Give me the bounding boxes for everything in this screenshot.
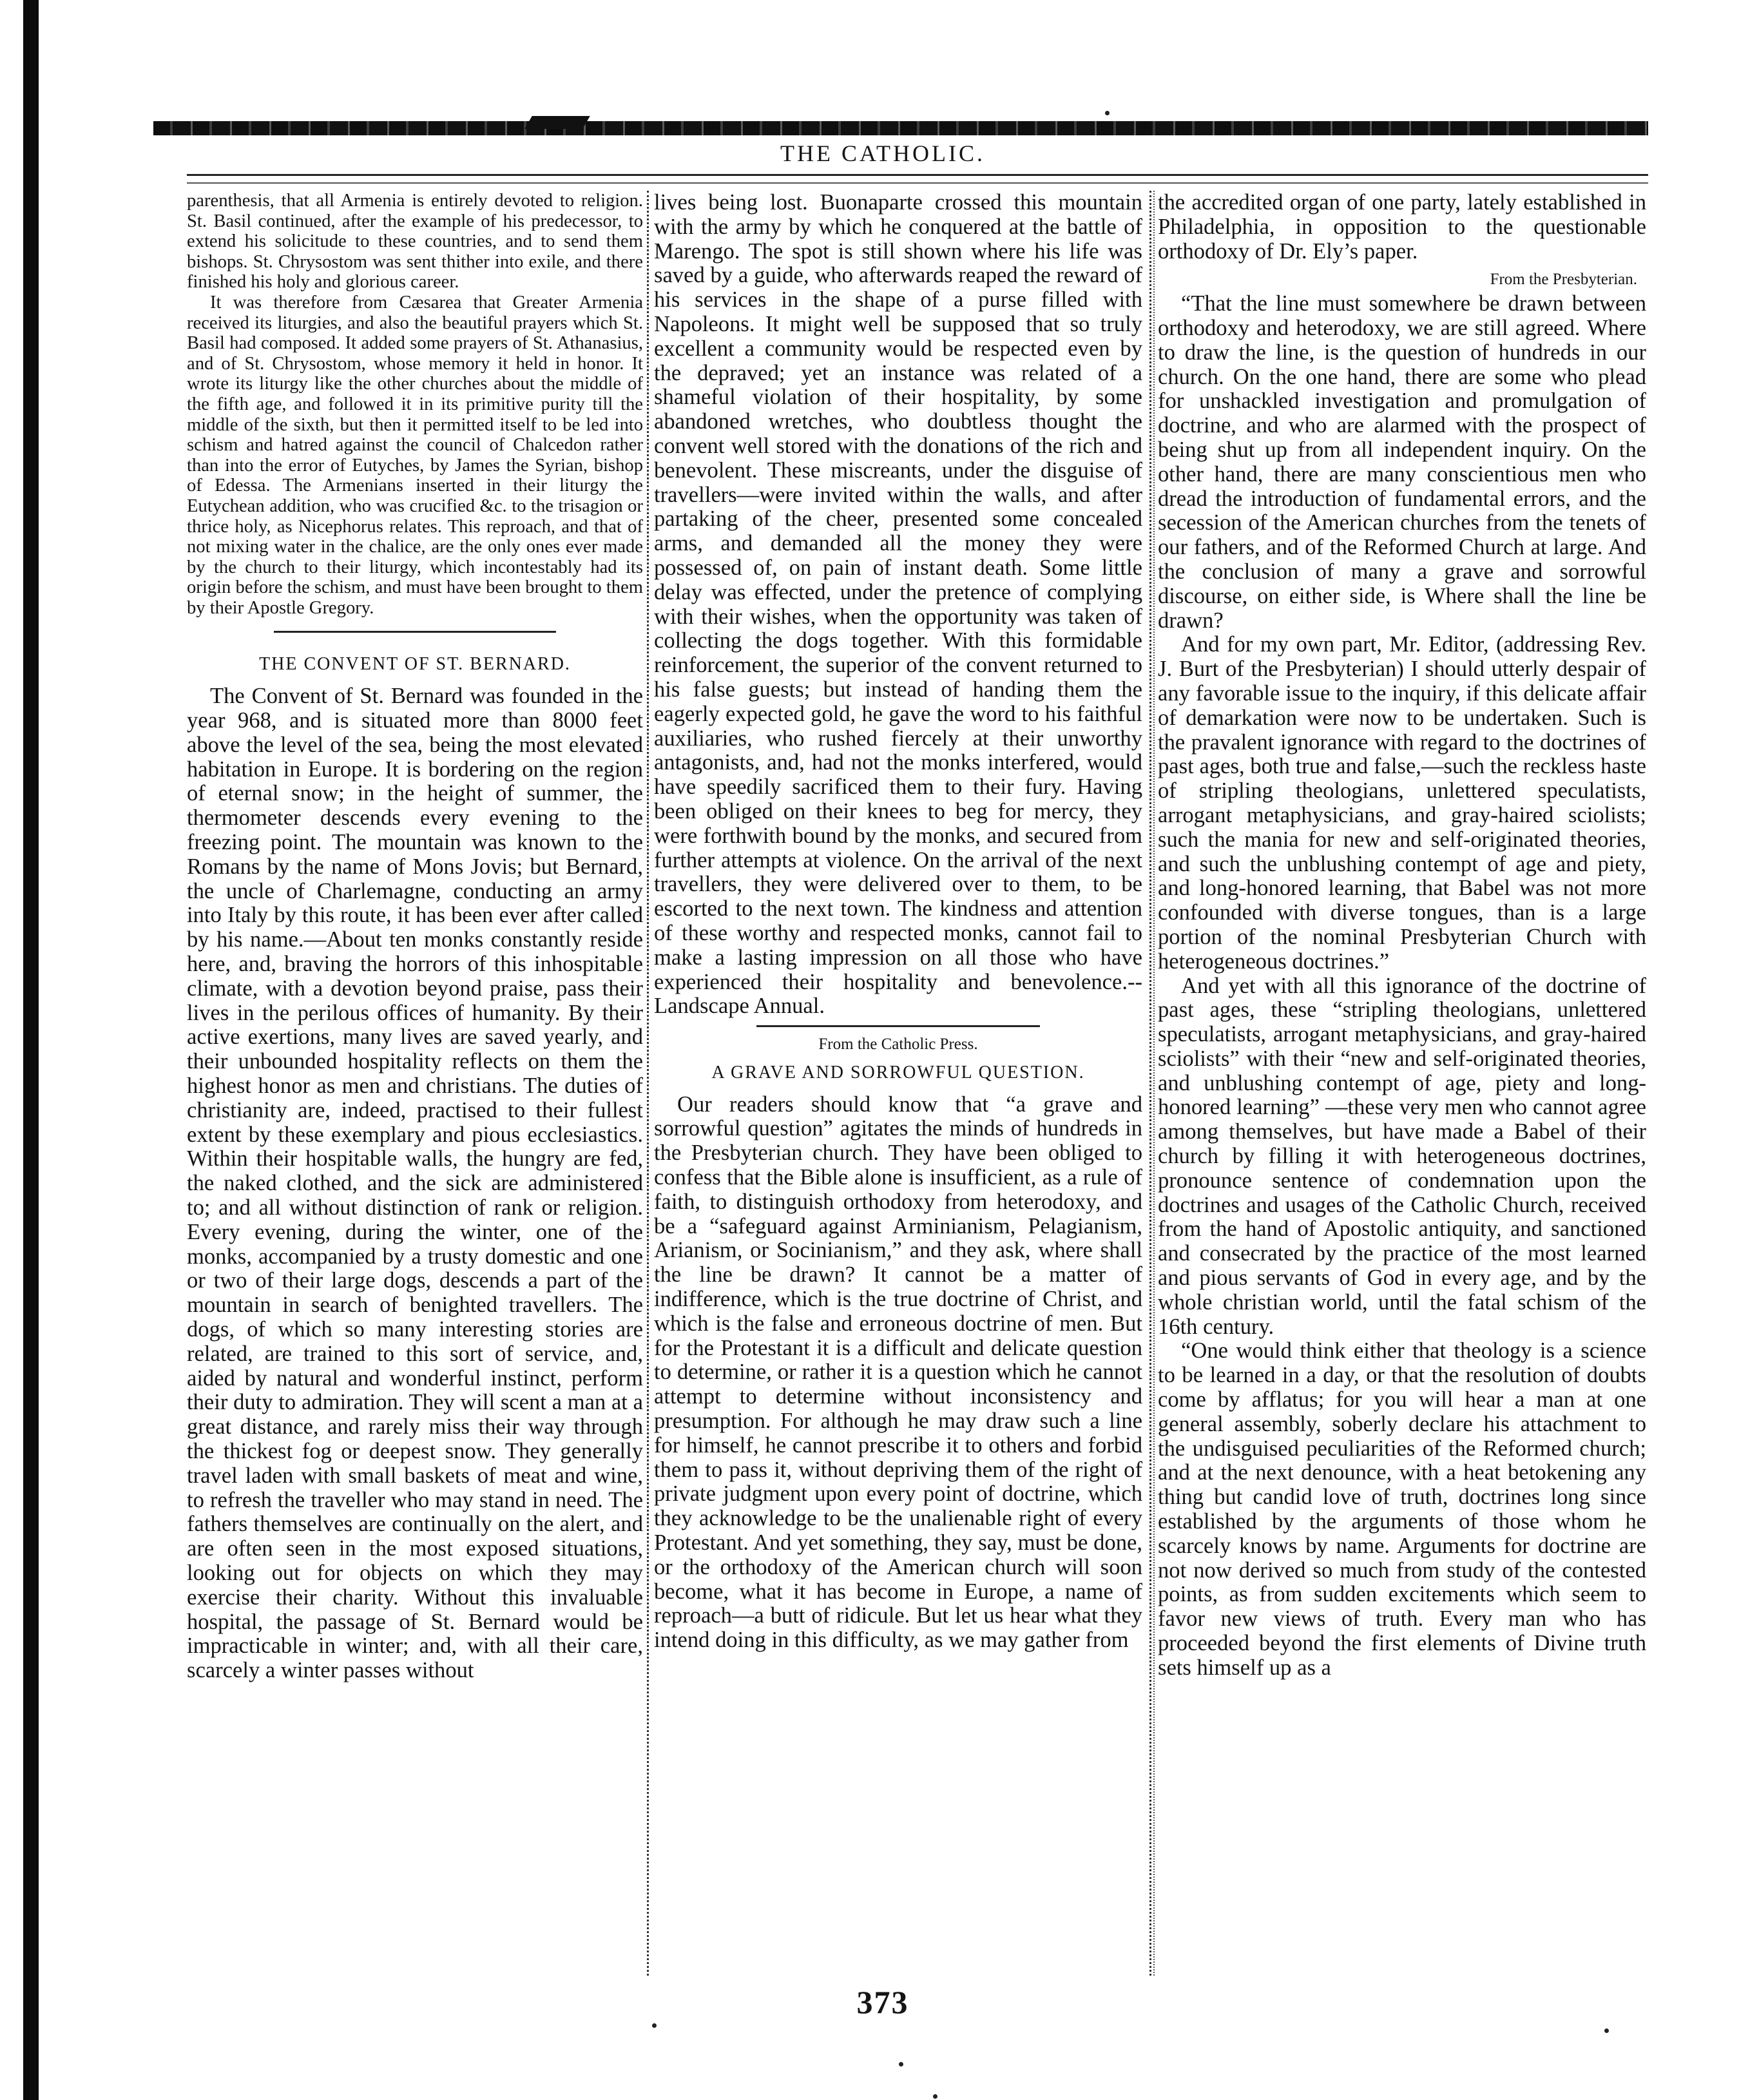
print-speck xyxy=(652,2023,657,2028)
header-double-rule xyxy=(187,174,1648,184)
paragraph: “One would think either that theology is a science to be learned in a day, or that the resolution of doubts come by afflatus; for you will hear a man at one general assembly, soberly declare his attachment to the undisguised peculiarities of the Reformed church; and at the next denounce, with a heat betokening any thing but candid love of truth, doctrines long since established by the arguments of those whom he scarcely knows by name. Arguments for doctrine are not now derived so much from study of the contested points, as from sudden excitements which seem to favor new views of truth. Every man who has proceeded beyond the first elements of Divine truth sets himself up as a xyxy=(1158,1338,1646,1680)
header-ornament xyxy=(524,116,590,129)
article-title: A GRAVE AND SORROWFUL QUESTION. xyxy=(711,1062,1085,1083)
page-edge-bar xyxy=(23,0,39,2100)
print-speck xyxy=(1604,2028,1609,2033)
column-1 xyxy=(187,191,643,1982)
paragraph: lives being lost. Buonaparte crossed this mountain with the army by which he conquered at the battle of Marengo. The spot is still shown where his life was saved by a guide, who afterwards reaped the reward of his services in the shape of a purse filled with Napoleons. It might well be supposed that so truly excellent a community would be respected even by the depraved; yet an instance was related of a shameful violation of their hospitality, by some abandoned wretches, who doubtless thought the convent well stored with the donations of the rich and benevolent. These miscreants, under the disguise of travellers—were invited within the walls, and after partaking of the cheer, presented some concealed arms, and demanded all the money they were possessed of, on pain of instant death. Some little delay was effected, under the pretence of complying with their wishes, when the opportunity was taken of collecting the dogs together. With this formidable reinforcement, the superior of the convent returned to his false guests; but instead of handing them the eagerly expected gold, he gave the word to his faithful auxiliaries, who rushed fiercely at their unworthy antagonists, and, had not the monks interfered, would have speedily sacrificed them to their fury. Having been obliged on their knees to beg for mercy, they were forthwith bound by the monks, and secured from further attempts at violence. On the arrival of the next travellers, they were delivered over to them, to be escorted to the next town. The kindness and attention of these worthy and respected monks, cannot fail to make a lasting impression on all those who have experienced their hospitality and benevolence.--Landscape Annual. xyxy=(654,191,1142,1019)
paragraph: It was therefore from Cæsarea that Greater Armenia received its liturgies, and also the beautiful prayers which St. Basil had composed. It added some prayers of St. Athanasius, and of St. Chrysostom, whose memory it held in honor. It wrote its liturgy like the other churches about the middle of the fifth age, and followed it in its primitive purity till the middle of the sixth, but then it permitted itself to be led into schism and hatred against the council of Chalcedon rather than into the error of Eutyches, by James the Syrian, bishop of Edessa. The Armenians inserted in their liturgy the Eutychean addition, who was crucified &c. to the trisagion or thrice holy, as Nicephorus relates. This reproach, and that of not mixing water in the chalice, are the only ones ever made by the church to their liturgy, which incontestably had its origin before the schism, and must have been brought to them by their Apostle Gregory. xyxy=(187,292,643,618)
article-title: THE CONVENT OF ST. BERNARD. xyxy=(259,654,571,675)
column-3 xyxy=(1158,191,1646,1982)
paragraph: The Convent of St. Bernard was founded in the year 968, and is situated more than 8000 feet above the level of the sea, being the most elevated habitation in Europe. It is bordering on the region of eternal snow; in the height of summer, the thermometer descends every evening to the freezing point. The mountain was known to the Romans by the name of Mons Jovis; but Bernard, the uncle of Charlemagne, conducting an army into Italy by this route, it has been ever after called by his name.—About ten monks constantly reside here, and, braving the horrors of this inhospitable climate, with a devotion beyond praise, pass their lives in the perilous offices of humanity. By their active exertions, many lives are saved yearly, and their unbounded hospitality reflects on them the highest honor as men and christians. The duties of christianity are, indeed, practised to their fullest extent by these exemplary and pious ecclesiastics. Within their hospitable walls, the hungry are fed, the naked clothed, and the sick are administered to; and all without distinction of rank or religion. Every evening, during the winter, one of the monks, accompanied by a trusty domestic and one or two of their large dogs, descends a part of the mountain in search of benighted travellers. The dogs, of which so many interesting stories are related, are trained to this sort of service, and, aided by natural and wonderful instinct, perform their duty to admiration. They will scent a man at a great distance, and rarely miss their way through the thickest fog or deepest snow. They generally travel laden with small baskets of meat and wine, to refresh the traveller who may stand in need. The fathers themselves are continually on the alert, and are often seen in the most exposed situations, looking out for objects on which they may exercise their charity. Without this invaluable hospital, the passage of St. Bernard would be impracticable in winter; and, with all their care, scarcely a winter passes without xyxy=(187,684,643,1683)
print-speck xyxy=(899,2062,903,2066)
running-head: THE CATHOLIC. xyxy=(780,140,985,166)
paragraph: parenthesis, that all Armenia is entirely devoted to religion. St. Basil continued, after the example of his predecessor, to extend his solicitude to these countries, and to send them bishops. St. Chrysostom was sent thither into exile, and there finished his holy and glorious career. xyxy=(187,191,643,293)
print-speck xyxy=(1105,111,1110,115)
header-rule xyxy=(153,121,1648,135)
print-speck xyxy=(933,2094,937,2099)
article-source: From the Presbyterian. xyxy=(1490,271,1637,289)
column-divider xyxy=(1153,191,1155,1976)
section-rule xyxy=(274,631,557,633)
column-divider xyxy=(1149,191,1151,1976)
paragraph: the accredited organ of one party, lately established in Philadelphia, in opposition to the questionable orthodoxy of Dr. Ely’s paper. xyxy=(1158,191,1646,264)
paragraph: “That the line must somewhere be drawn between orthodoxy and heterodoxy, we are still agreed. Where to draw the line, is the question of hundreds in our church. On the one hand, there are some who plead for unshackled investigation and promulgation of doctrine, and who are alarmed with the prospect of being shut up from all independent inquiry. On the other hand, there are many conscientious men who dread the introduction of fundamental errors, and the secession of the American churches from the tenets of our fathers, and of the Reformed Church at large. And the conclusion of many a grave and sorrowful discourse, on either side, is Where shall the line be drawn? xyxy=(1158,291,1646,633)
paragraph: Our readers should know that “a grave and sorrowful question” agitates the minds of hundreds in the Presbyterian church. They have been obliged to confess that the Bible alone is insufficient, as a rule of faith, to distinguish orthodoxy from heterodoxy, and be a “safeguard against Arminianism, Pelagianism, Arianism, or Socinianism,” and they ask, where shall the line be drawn? It cannot be a matter of indifference, which is the true doctrine of Christ, and which is the false and erroneous doctrine of men. But for the Protestant it is a difficult and delicate question to determine, or rather it is a question which he cannot attempt to determine without inconsistency and presumption. For although he may draw such a line for himself, he cannot prescribe it to others and forbid them to pass it, without depriving them of the right of private judgment upon every point of doctrine, which they acknowledge to be the unalienable right of every Protestant. And yet something, they say, must be done, or the orthodoxy of the American church will soon become, what it has become in Europe, a name of reproach—a butt of ridicule. But let us hear what they intend doing in this difficulty, as we may gather from xyxy=(654,1092,1142,1653)
section-rule xyxy=(756,1025,1040,1027)
column-2 xyxy=(654,191,1142,1982)
paragraph: And for my own part, Mr. Editor, (addressing Rev. J. Burt of the Presbyterian) I should utterly despair of any favorable issue to the inquiry, if this delicate affair of demarkation were now to be undertaken. Such is the pravalent ignorance with regard to the doctrines of past ages, both true and false,—such the reckless haste of stripling theologians, unlettered speculatists, arrogant metaphysicians, and gray-haired sciolists; such the mania for new and self-originated theories, and such the unblushing contempt of age and piety, and long-honored learning, that Babel was not more confounded with diverse tongues, than is a large portion of the nominal Presbyterian Church with heterogeneous doctrines.” xyxy=(1158,632,1646,974)
article-source: From the Catholic Press. xyxy=(818,1036,978,1054)
column-divider xyxy=(647,191,649,1976)
page-number: 373 xyxy=(856,1984,909,2020)
paragraph: And yet with all this ignorance of the doctrine of past ages, these “stripling theologians, unlettered speculatists, arrogant metaphysicians, and gray-haired sciolists” with their “new and self-originated theories, and unblushing contempt of age, piety and long-honored learning” —these very men who cannot agree among themselves, but have made a Babel of their church by filling it with heterogeneous doctrines, pronounce sentence of condemnation upon the doctrines and usages of the Catholic Church, received from the hand of Apostolic antiquity, and sanctioned and consecrated by the practice of the most learned and pious servants of God in every age, and by the whole christian world, until the fatal schism of the 16th century. xyxy=(1158,973,1646,1339)
